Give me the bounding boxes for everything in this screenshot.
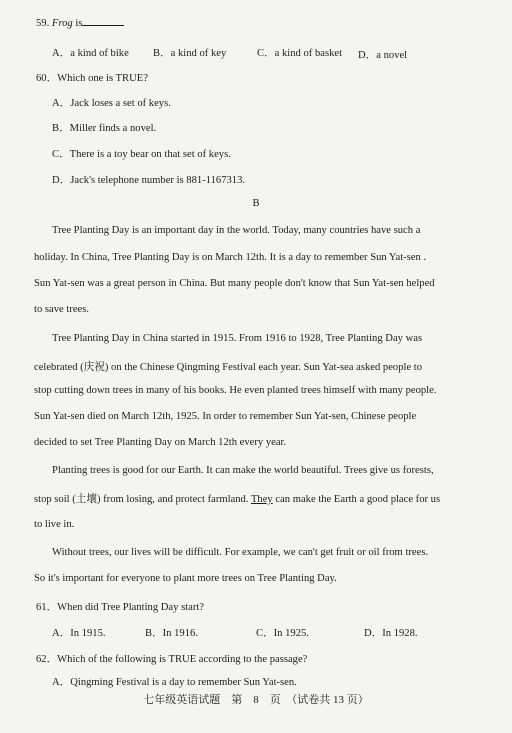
- question-61-option-d: D．In 1928.: [364, 628, 418, 639]
- passage-line: Tree Planting Day in China started in 1915. From 1916 to 1928, Tree Planting Day was: [52, 333, 423, 344]
- question-59-option-b: B．a kind of key: [153, 48, 227, 59]
- passage-line: to live in.: [34, 519, 75, 530]
- answer-blank: [82, 16, 124, 26]
- question-61: 61．When did Tree Planting Day start?: [36, 602, 205, 613]
- question-62-option-a: A．Qingming Festival is a day to remember Sun Yat-sen.: [52, 677, 297, 688]
- passage-text: can make the Earth a good place for us: [272, 494, 441, 505]
- question-61-option-c: C．In 1925.: [256, 628, 309, 639]
- passage-text: stop soil (土壤) from losing, and protect farmland.: [34, 494, 251, 505]
- passage-line: So it's important for everyone to plant more trees on Tree Planting Day.: [34, 573, 337, 584]
- page-footer: 七年级英语试题 第 8 页 （试卷共 13 页）: [143, 694, 369, 706]
- question-59: [36, 16, 124, 29]
- question-61-option-b: B．In 1916.: [145, 628, 198, 639]
- question-59-number: 59.: [36, 18, 50, 29]
- passage-line: holiday. In China, Tree Planting Day is on March 12th. It is a day to remember Sun Yat-sen .: [34, 252, 427, 263]
- question-59-stem: Frog: [51, 18, 73, 29]
- question-60-option-d: D．Jack's telephone number is 881-1167313.: [52, 175, 246, 186]
- question-60-option-a: A．Jack loses a set of keys.: [52, 98, 171, 109]
- passage-line: celebrated (庆祝) on the Chinese Qingming Festival each year. Sun Yat-sea asked people to: [34, 362, 423, 373]
- underlined-word: They: [250, 494, 273, 505]
- passage-line: [34, 491, 440, 506]
- section-label: B: [252, 198, 260, 209]
- passage-line: Without trees, our lives will be difficult. For example, we can't get fruit or oil from trees.: [52, 547, 429, 558]
- passage-line: stop cutting down trees in many of his books. He even planted trees himself with many people.: [34, 385, 437, 396]
- question-59-stem-rest: is: [72, 18, 83, 29]
- question-59-option-d: D．a novel: [358, 50, 408, 61]
- question-60: 60．Which one is TRUE?: [36, 73, 148, 84]
- question-61-option-a: A．In 1915.: [52, 628, 106, 639]
- passage-line: decided to set Tree Planting Day on March 12th every year.: [34, 437, 287, 448]
- question-59-option-a: A．a kind of bike: [52, 48, 129, 59]
- passage-line: Planting trees is good for our Earth. It can make the world beautiful. Trees give us forests,: [52, 465, 434, 476]
- passage-line: Sun Yat-sen died on March 12th, 1925. In order to remember Sun Yat-sen, Chinese people: [34, 411, 417, 422]
- question-60-option-b: B．Miller finds a novel.: [52, 123, 157, 134]
- passage-line: to save trees.: [34, 304, 90, 315]
- question-62: 62．Which of the following is TRUE according to the passage?: [36, 654, 308, 665]
- passage-line: Sun Yat-sen was a great person in China. But many people don't know that Sun Yat-sen helped: [34, 278, 435, 289]
- question-59-option-c: C．a kind of basket: [257, 48, 343, 59]
- passage-line: Tree Planting Day is an important day in the world. Today, many countries have such a: [52, 225, 421, 236]
- question-60-option-c: C．There is a toy bear on that set of keys.: [52, 149, 231, 160]
